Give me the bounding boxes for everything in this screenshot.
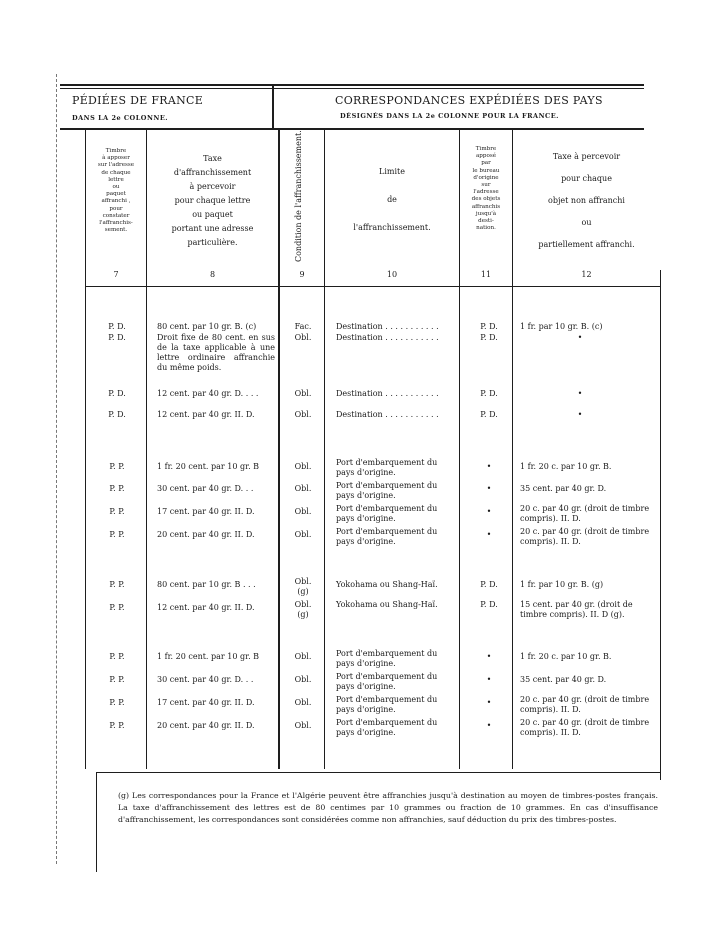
top-rule-thin xyxy=(60,88,644,89)
table-cell: Obl. xyxy=(294,484,312,493)
table-cell: 17 cent. par 40 gr. II. D. xyxy=(157,507,255,516)
table-cell: P. P. xyxy=(109,530,125,539)
column-7-header: Timbre à apposer sur l'adresse de chaque lettre ou paquet affranchi , pour constater l'affranchis- sement. xyxy=(97,148,135,234)
table-cell: Port d'embarquement du pays d'origine. xyxy=(336,458,438,477)
table-cell: P. D. xyxy=(480,333,498,342)
table-cell: P. P. xyxy=(109,721,125,730)
table-cell: 20 c. par 40 gr. (droit de timbre compris). II. D. xyxy=(520,504,650,523)
table-cell: • xyxy=(486,484,492,493)
table-cell: P. P. xyxy=(109,698,125,707)
table-cell: P. D. xyxy=(108,410,126,419)
table-cell: 1 fr. 20 c. par 10 gr. B. xyxy=(520,462,612,471)
header-bottom-rule xyxy=(60,128,644,130)
table-cell: Port d'embarquement du pays d'origine. xyxy=(336,527,438,546)
top-rule xyxy=(60,84,644,86)
table-cell: P. P. xyxy=(109,484,125,493)
table-cell: P. D. xyxy=(108,333,126,342)
table-cell: P. P. xyxy=(109,462,125,471)
table-cell: Port d'embarquement du pays d'origine. xyxy=(336,672,438,691)
table-cell: 35 cent. par 40 gr. D. xyxy=(520,675,607,684)
table-cell: Yokohama ou Shang-Haï. xyxy=(336,580,438,589)
table-cell: 12 cent. par 40 gr. II. D. xyxy=(157,410,255,419)
table-cell: 20 cent. par 40 gr. II. D. xyxy=(157,530,255,539)
table-cell: 1 fr. par 10 gr. B. (g) xyxy=(520,580,604,589)
table-cell: Port d'embarquement du pays d'origine. xyxy=(336,504,438,523)
table-cell: Obl. xyxy=(294,389,312,398)
column-9-number: 9 xyxy=(299,270,305,279)
table-cell: Obl. xyxy=(294,530,312,539)
footnote-left-border xyxy=(96,772,97,872)
table-cell: P. D. xyxy=(480,410,498,419)
table-cell: Obl. xyxy=(294,721,312,730)
footnote-top-rule xyxy=(96,772,661,773)
table-cell: 1 fr. par 10 gr. B. (c) xyxy=(520,322,603,331)
table-cell: P. D. xyxy=(480,600,498,609)
table-cell: 20 cent. par 40 gr. II. D. xyxy=(157,721,255,730)
table-cell: 30 cent. par 40 gr. D. . . xyxy=(157,484,254,493)
column-9-header: Condition de l'affranchissement. xyxy=(294,130,303,262)
table-cell: Destination . . . . . . . . . . . xyxy=(336,322,439,331)
table-cell: P. D. xyxy=(480,322,498,331)
column-12-number: 12 xyxy=(581,270,592,279)
table-cell: Droit fixe de 80 cent. en sus de la taxe applicable à une lettre ordinaire affranchie du même poids. xyxy=(157,333,275,372)
page-edge-shadow xyxy=(56,74,61,864)
table-cell: Fac. xyxy=(294,322,312,331)
table-cell: P. P. xyxy=(109,652,125,661)
table-cell: 12 cent. par 40 gr. II. D. xyxy=(157,603,255,612)
table-cell: Obl. (g) xyxy=(294,600,312,619)
table-cell: Port d'embarquement du pays d'origine. xyxy=(336,649,438,668)
table-cell: 30 cent. par 40 gr. D. . . xyxy=(157,675,254,684)
table-cell: • xyxy=(486,698,492,707)
table-cell: Obl. xyxy=(294,462,312,471)
column-8-header: Taxe d'affranchissement à percevoir pour chaque lettre ou paquet portant une adresse particulière. xyxy=(171,154,254,247)
table-cell: Obl. xyxy=(294,333,312,342)
table-cell: Port d'embarquement du pays d'origine. xyxy=(336,718,438,737)
table-cell: • xyxy=(577,333,583,342)
table-cell: P. P. xyxy=(109,507,125,516)
column-10-number: 10 xyxy=(386,270,398,279)
column-header-bottom-rule xyxy=(85,286,661,287)
table-cell: Obl. xyxy=(294,410,312,419)
table-cell: 20 c. par 40 gr. (droit de timbre compris). II. D. xyxy=(520,527,650,546)
column-12-header: Taxe à percevoir pour chaque objet non affranchi ou partiellement affranchi. xyxy=(538,152,635,249)
column-11-number: 11 xyxy=(480,270,492,279)
table-cell: 35 cent. par 40 gr. D. xyxy=(520,484,607,493)
table-cell: P. P. xyxy=(109,675,125,684)
table-cell: • xyxy=(577,410,583,419)
table-cell: P. D. xyxy=(108,389,126,398)
table-cell: 80 cent. par 10 gr. B. (c) xyxy=(157,322,257,331)
table-cell: 17 cent. par 40 gr. II. D. xyxy=(157,698,255,707)
column-divider-8-9 xyxy=(278,129,280,769)
right-section-subtitle: DÉSIGNÉS DANS LA 2e COLONNE POUR LA FRANCE. xyxy=(340,112,559,120)
table-cell: • xyxy=(486,675,492,684)
table-cell: P. P. xyxy=(109,580,125,589)
table-cell: • xyxy=(577,389,583,398)
column-8-number: 8 xyxy=(209,270,216,279)
table-cell: 20 c. par 40 gr. (droit de timbre compris). II. D. xyxy=(520,695,650,714)
header-vertical-divider xyxy=(272,86,274,130)
table-cell: P. D. xyxy=(480,580,498,589)
footnote-text: (g) Les correspondances pour la France et l'Algérie peuvent être affranchies jusqu'à destination au moyen de timbres-postes français. La taxe d'affranchissement des lettres est de 80 centimes par 10 grammes ou fraction de 10 grammes. En cas d'insuffisance d'affranchissement, les correspondances sont considérées comme non affranchies, sauf déduction du prix des timbres-postes. xyxy=(118,791,658,824)
table-cell: 20 c. par 40 gr. (droit de timbre compris). II. D. xyxy=(520,718,650,737)
column-11-header: Timbre apposé par le bureau d'origine sur l'adresse des objets affranchis jusqu'à desti- nation. xyxy=(471,146,501,232)
table-cell: 1 fr. 20 cent. par 10 gr. B xyxy=(157,462,260,471)
table-cell: P. D. xyxy=(480,389,498,398)
table-cell: • xyxy=(486,530,492,539)
table-cell: Obl. xyxy=(294,652,312,661)
column-10-header: Limite de l'affranchissement. xyxy=(353,167,431,232)
table-cell: • xyxy=(486,652,492,661)
table-cell: 12 cent. par 40 gr. D. . . . xyxy=(157,389,259,398)
table-cell: Yokohama ou Shang-Haï. xyxy=(336,600,438,609)
table-cell: 1 fr. 20 c. par 10 gr. B. xyxy=(520,652,612,661)
table-cell: • xyxy=(486,721,492,730)
table-cell: Port d'embarquement du pays d'origine. xyxy=(336,695,438,714)
table-cell: Destination . . . . . . . . . . . xyxy=(336,389,439,398)
table-cell: Obl. xyxy=(294,698,312,707)
table-cell: Obl. xyxy=(294,507,312,516)
table-cell: • xyxy=(486,507,492,516)
left-section-subtitle: DANS LA 2e COLONNE. xyxy=(72,114,169,122)
table-cell: Port d'embarquement du pays d'origine. xyxy=(336,481,438,500)
table-right-border xyxy=(660,270,661,780)
table-cell: Obl. (g) xyxy=(294,577,312,596)
table-cell: 80 cent. par 10 gr. B . . . xyxy=(157,580,256,589)
table-cell: P. P. xyxy=(109,603,125,612)
table-cell: 15 cent. par 40 gr. (droit de timbre compris). II. D (g). xyxy=(520,600,633,619)
left-section-title: PÉDIÉES DE FRANCE xyxy=(72,94,204,107)
table-cell: P. D. xyxy=(108,322,126,331)
right-section-title: CORRESPONDANCES EXPÉDIÉES DES PAYS xyxy=(335,94,603,107)
table-cell: Destination . . . . . . . . . . . xyxy=(336,410,439,419)
table-cell: 1 fr. 20 cent. par 10 gr. B xyxy=(157,652,260,661)
column-7-number: 7 xyxy=(113,270,119,279)
table-cell: Destination . . . . . . . . . . . xyxy=(336,333,439,342)
table-cell: Obl. xyxy=(294,675,312,684)
table-cell: • xyxy=(486,462,492,471)
